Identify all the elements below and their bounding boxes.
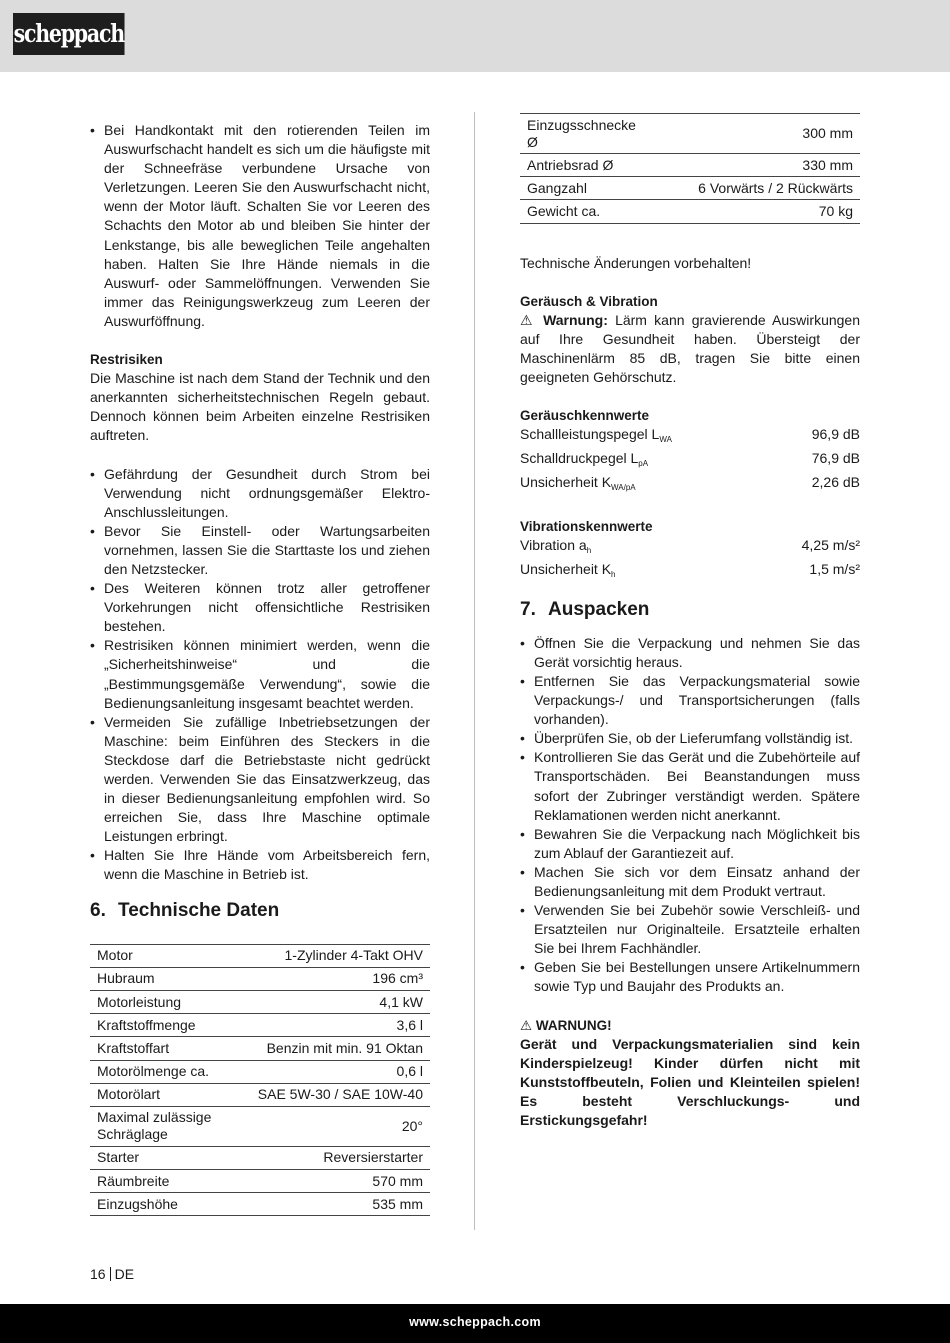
final-warning-title: ⚠ WARNUNG!	[520, 1017, 612, 1033]
value: 1,5 m/s²	[809, 560, 860, 577]
spec-value: 70 kg	[650, 200, 860, 223]
noise-value-row	[520, 425, 860, 449]
spec-value: 330 mm	[650, 154, 860, 177]
section-heading-auspacken	[520, 598, 860, 622]
list-item: • Bevor Sie Einstell- oder Wartungsarbeiten vornehmen, lassen Sie die Starttaste los und ziehen den Netzstecker.	[90, 522, 430, 579]
spec-value: 20°	[240, 1106, 430, 1146]
spec-label: Kraftstoffart	[90, 1037, 240, 1060]
spec-label: Gangzahl	[520, 177, 650, 200]
spec-label: Antriebsrad Ø	[520, 154, 650, 177]
noise-warning-text: Lärm kann gravierende Auswirkungen auf Ihre Gesundheit haben. Übersteigt der Maschinenlärm 85 dB, tragen Sie bitte einen geeigneten Gehörschutz.	[520, 311, 860, 386]
scheppach-logo: scheppach	[13, 13, 125, 55]
table-row	[90, 1014, 430, 1037]
table-row	[90, 1106, 430, 1146]
list-item: • Bewahren Sie die Verpackung nach Möglichkeit bis zum Ablauf der Garantiezeit auf.	[520, 825, 860, 863]
list-item: • Vermeiden Sie zufällige Inbetriebsetzungen der Maschine: beim Einführen des Steckers in die Steckdose darf die Betriebstaste nicht gedrückt werden. Verwenden Sie das Einsatzwerkzeug, das in dieser Bedienungsanleitung empfohlen wird. So erreichen Sie, dass Ihre Maschine optimale Leistungen erbringt.	[90, 713, 430, 847]
noise-warning-label: Warnung:	[543, 311, 608, 328]
table-row	[520, 200, 860, 223]
list-item: • Überprüfen Sie, ob der Lieferumfang vollständig ist.	[520, 729, 860, 748]
table-row	[90, 1193, 430, 1216]
spec-label: Kraftstoffmenge	[90, 1014, 240, 1037]
right-column	[520, 113, 860, 1130]
footer-band	[0, 1304, 950, 1343]
spec-label: Einzugshöhe	[90, 1193, 240, 1216]
spec-value: SAE 5W-30 / SAE 10W-40	[240, 1083, 430, 1106]
spec-value: 3,6 l	[240, 1014, 430, 1037]
left-column	[90, 121, 430, 1216]
list-item: • Entfernen Sie das Verpackungsmaterial sowie Verpackungs-/ und Transportsicherungen (falls vorhanden).	[520, 672, 860, 729]
list-item: • Bei Handkontakt mit den rotierenden Teilen im Auswurfschacht handelt es sich um die häufigste mit der Schneefräse verbundene Ursache von Verletzungen. Leeren Sie den Auswurfschacht nicht, wenn der Motor läuft. Schalten Sie vor Leeren des Schachts den Motor ab und bleiben Sie hinter der Lenkstange, bis alle beweglichen Teile angehalten haben. Halten Sie Ihre Hände niemals in die Auswurf- oder Sammelöffnungen. Verwenden Sie immer das Reinigungswerkzeug zum Leeren der Auswurföffnung.	[90, 121, 430, 331]
specs-table-right	[520, 113, 860, 224]
spec-value: Reversierstarter	[240, 1146, 430, 1169]
unpack-bullet-list	[520, 634, 860, 997]
vibration-value-row	[520, 536, 860, 560]
spec-label: Räumbreite	[90, 1170, 240, 1193]
spec-label: Motorölmenge ca.	[90, 1060, 240, 1083]
table-row	[90, 1083, 430, 1106]
spec-value: 535 mm	[240, 1193, 430, 1216]
table-row	[90, 967, 430, 990]
section-title: Technische Daten	[118, 899, 280, 921]
list-item: • Verwenden Sie bei Zubehör sowie Verschleiß- und Ersatzteilen nur Originalteile. Ersatzteile erhalten Sie bei Ihrem Fachhändler.	[520, 901, 860, 958]
spec-value: 196 cm³	[240, 967, 430, 990]
table-row	[90, 1060, 430, 1083]
restrisiken-heading: Restrisiken	[90, 352, 163, 368]
section-number: 6.	[90, 899, 106, 921]
value-label: Schalldruckpegel $L_{pA}$	[520, 450, 649, 469]
table-row	[90, 944, 430, 967]
section-title: Auspacken	[548, 598, 650, 620]
noise-heading: Geräusch & Vibration	[520, 293, 658, 309]
list-item: • Machen Sie sich vor dem Einsatz anhand der Bedienungsanleitung mit dem Produkt vertraut.	[520, 863, 860, 901]
spec-value: 1-Zylinder 4-Takt OHV	[240, 944, 430, 967]
section-heading-technische-daten	[90, 899, 430, 923]
spec-label: Gewicht ca.	[520, 200, 650, 223]
list-item: • Halten Sie Ihre Hände vom Arbeitsbereich fern, wenn die Maschine in Betrieb ist.	[90, 846, 430, 884]
warning-icon: ⚠	[520, 1017, 533, 1033]
value-label: Schallleistungspegel $L_{WA}$	[520, 426, 672, 445]
vibration-value-row	[520, 560, 860, 584]
spec-label: Motor	[90, 944, 240, 967]
website-link[interactable]: www.scheppach.com	[409, 1315, 541, 1329]
spec-value: 0,6 l	[240, 1060, 430, 1083]
list-item: • Kontrollieren Sie das Gerät und die Zubehörteile auf Transportschäden. Bei Beanstandungen muss sofort der Zubringer verständigt werden. Spätere Reklamationen werden nicht anerkannt.	[520, 748, 860, 824]
noise-warning	[520, 311, 860, 387]
changes-note: Technische Änderungen vorbehalten!	[520, 254, 752, 271]
value-label: Unsicherheit $K_{WA/pA}$	[520, 474, 636, 493]
spec-value: 570 mm	[240, 1170, 430, 1193]
section-number: 7.	[520, 598, 536, 620]
intro-bullet-list	[90, 121, 430, 331]
spec-label: Hubraum	[90, 967, 240, 990]
value: 96,9 dB	[811, 426, 860, 443]
table-row	[90, 990, 430, 1013]
list-item: • Restrisiken können minimiert werden, wenn die „Sicherheitshinweise“ und die „Bestimmungsgemäße Verwendung“, sowie die Bedienungsanleitung insgesamt beachtet werden.	[90, 636, 430, 712]
final-warning-text: Gerät und Verpackungsmaterialien sind kein Kinderspielzeug! Kinder dürfen nicht mit Kunststoffbeuteln, Folien und Kleinteilen spielen! Es besteht Verschluckungs- und Erstickungsgefahr!	[520, 1035, 860, 1129]
spec-value: 4,1 kW	[240, 990, 430, 1013]
restrisiken-text: Die Maschine ist nach dem Stand der Technik und den anerkannten sicherheitstechnischen Regeln gebaut. Dennoch können beim Arbeiten einzelne Restrisiken auftreten.	[90, 370, 430, 444]
table-row	[90, 1170, 430, 1193]
list-item: • Geben Sie bei Bestellungen unsere Artikelnummern sowie Typ und Baujahr des Produkts an.	[520, 958, 860, 996]
table-row	[90, 1037, 430, 1060]
spec-label: Einzugsschnecke Ø	[520, 114, 650, 154]
list-item: • Des Weiteren können trotz aller getroffener Vorkehrungen nicht offensichtliche Restrisiken bestehen.	[90, 579, 430, 636]
specs-table-left	[90, 944, 430, 1217]
spec-label: Maximal zulässige Schräglage	[90, 1106, 240, 1146]
page-number: 16 DE	[90, 1266, 135, 1282]
spec-value: Benzin mit min. 91 Oktan	[240, 1037, 430, 1060]
spec-value: 6 Vorwärts / 2 Rückwärts	[650, 177, 860, 200]
value: 76,9 dB	[811, 450, 860, 467]
value: 2,26 dB	[811, 474, 860, 491]
warning-icon: ⚠	[520, 311, 536, 328]
column-divider	[474, 112, 475, 1230]
vibration-heading: Vibrationskennwerte	[520, 518, 653, 534]
noise-values-heading: Geräuschkennwerte	[520, 408, 650, 424]
table-row	[520, 177, 860, 200]
list-item: • Gefährdung der Gesundheit durch Strom bei Verwendung nicht ordnungsgemäßer Elektro-Anschlussleitungen.	[90, 465, 430, 522]
spec-label: Starter	[90, 1146, 240, 1169]
value: 4,25 m/s²	[801, 536, 860, 553]
table-row	[520, 114, 860, 154]
spec-value: 300 mm	[650, 114, 860, 154]
value-label: Vibration $a_h$	[520, 536, 592, 555]
spec-label: Motorleistung	[90, 990, 240, 1013]
value-label: Unsicherheit $K_h$	[520, 560, 616, 579]
separator	[110, 1267, 111, 1281]
table-row	[90, 1146, 430, 1169]
noise-value-row	[520, 473, 860, 497]
risk-bullet-list	[90, 465, 430, 885]
table-row	[520, 154, 860, 177]
spec-label: Motorölart	[90, 1083, 240, 1106]
header-band	[0, 0, 950, 72]
noise-value-row	[520, 449, 860, 473]
list-item: • Öffnen Sie die Verpackung und nehmen Sie das Gerät vorsichtig heraus.	[520, 634, 860, 672]
